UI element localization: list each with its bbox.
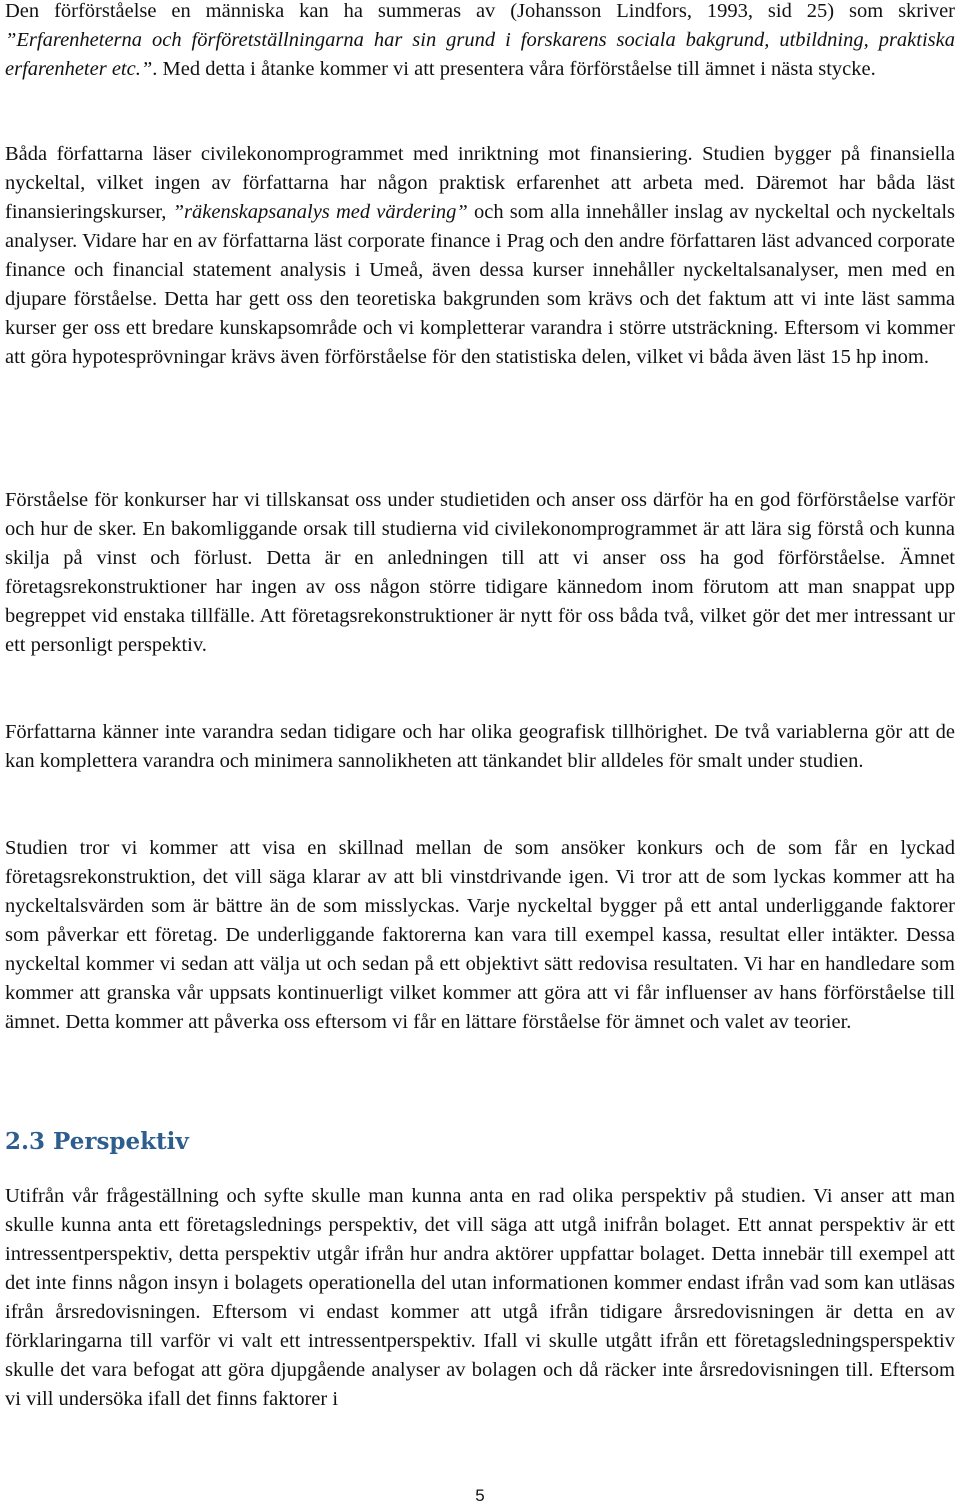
paragraph-text: Den förförståelse en människa kan ha summeras av (Johansson Lindfors, 1993, sid 25) som skriver	[5, 0, 955, 22]
paragraph-text: och som alla innehåller inslag av nyckeltal och nyckeltals analyser. Vidare har en av författarna läst corporate finance i Prag och den andre författaren läst advanced corporate finance och financial statement analysis i Umeå, även dessa kurser innehåller nyckeltalsanalyser, men med en djupare förståelse. Detta har gett oss den teoretiska bakgrunden som krävs och det faktum att vi inte läst samma kurser ger oss ett bredare kunskapsområde och vi kompletterar varandra i större utsträckning. Eftersom vi kommer att göra hypotesprövningar krävs även förförståelse för den statistiska delen, vilket vi båda även läst 15 hp inom.	[5, 201, 956, 368]
paragraph-text: . Med detta i åtanke kommer vi att presentera våra förförståelse till ämnet i nästa stycke.	[152, 58, 876, 80]
paragraph-bankruptcy-understanding: Förståelse för konkurser har vi tillskansat oss under studietiden och anser oss därför ha en god förförståelse varför och hur de sker. En bakomliggande orsak till studierna vid civilekonomprogrammet är att lära sig förstå och kunna skilja på vinst och förlust. Detta är en anledningen till att vi anser oss ha god förförståelse. Ämnet företagsrekonstruktioner har ingen av oss någon större tidigare kännedom inom förutom att man snappat upp begreppet vid enstaka tillfälle. Att företagsrekonstruktioner är nytt för oss båda två, vilket gör det mer intressant ur ett personligt perspektiv.	[5, 489, 955, 656]
paragraph-authors-background	[5, 140, 955, 372]
paragraph-preunderstanding-intro	[5, 0, 955, 84]
paragraph-study-expectation: Studien tror vi kommer att visa en skillnad mellan de som ansöker konkurs och de som får en lyckad företagsrekonstruktion, det vill säga klarar av att bli vinstdrivande igen. Vi tror att de som lyckas kommer att ha nyckeltalsvärden som är bättre än de som misslyckas. Varje nyckeltal bygger på ett antal underliggande faktorer som påverkar ett företag. De underliggande faktorerna kan vara till exempel kassa, resultat eller intäkter. Dessa nyckeltal kommer vi sedan att välja ut och sedan på ett objektivt sätt redovisa resultaten. Vi har en handledare som kommer att granska vår uppsats kontinuerligt vilket kommer att göra att vi får influenser av hans förförståelse till ämnet. Detta kommer att påverka oss eftersom vi får en lättare förståelse för ämnet och valet av teorier.	[5, 837, 955, 1033]
paragraph-authors-geography: Författarna känner inte varandra sedan tidigare och har olika geografisk tillhörighet. De två variablerna gör att de kan komplettera varandra och minimera sannolikheten att tänkandet blir alldeles för smalt under studien.	[5, 721, 955, 772]
course-name-italic: ”räkenskapsanalys med värdering”	[172, 201, 468, 223]
paragraph-text: Båda författarna läser civilekonomprogrammet med inriktning mot finansiering. Studien bygger på finansiella nyckeltal, vilket ingen av författarna har någon praktisk erfarenhet att arbeta med. Däremot har båda läst finansieringskurser,	[5, 143, 955, 223]
quote-italic: ”Erfarenheterna och förföretställningarna har sin grund i forskarens sociala bakgrund, utbildning, praktiska erfarenheter etc.”	[5, 29, 955, 80]
paragraph-perspective: Utifrån vår frågeställning och syfte skulle man kunna anta en rad olika perspektiv på studien. Vi anser att man skulle kunna anta ett företagslednings perspektiv, det vill säga att utgå inifrån bolaget. Ett annat perspektiv är ett intressentperspektiv, detta perspektiv utgår ifrån hur andra aktörer uppfattar bolaget. Detta innebär till exempel att det inte finns någon insyn i bolagets operationella del utan informationen kommer endast ifrån vad som kan utläsas ifrån årsredovisningen. Eftersom vi endast kommer att utgå ifrån tidigare årsredovisningen är detta en av förklaringarna till varför vi valt ett intressentperspektiv. Ifall vi skulle utgått ifrån ett företagsledningsperspektiv skulle det vara befogat att göra djupgående analyser av bolagen och då räcker inte årsredovisningen till. Eftersom vi vill undersöka ifall det finns faktorer i	[5, 1185, 955, 1410]
section-heading: 2.3 Perspektiv	[5, 1128, 189, 1155]
page-number: 5	[475, 1486, 485, 1505]
